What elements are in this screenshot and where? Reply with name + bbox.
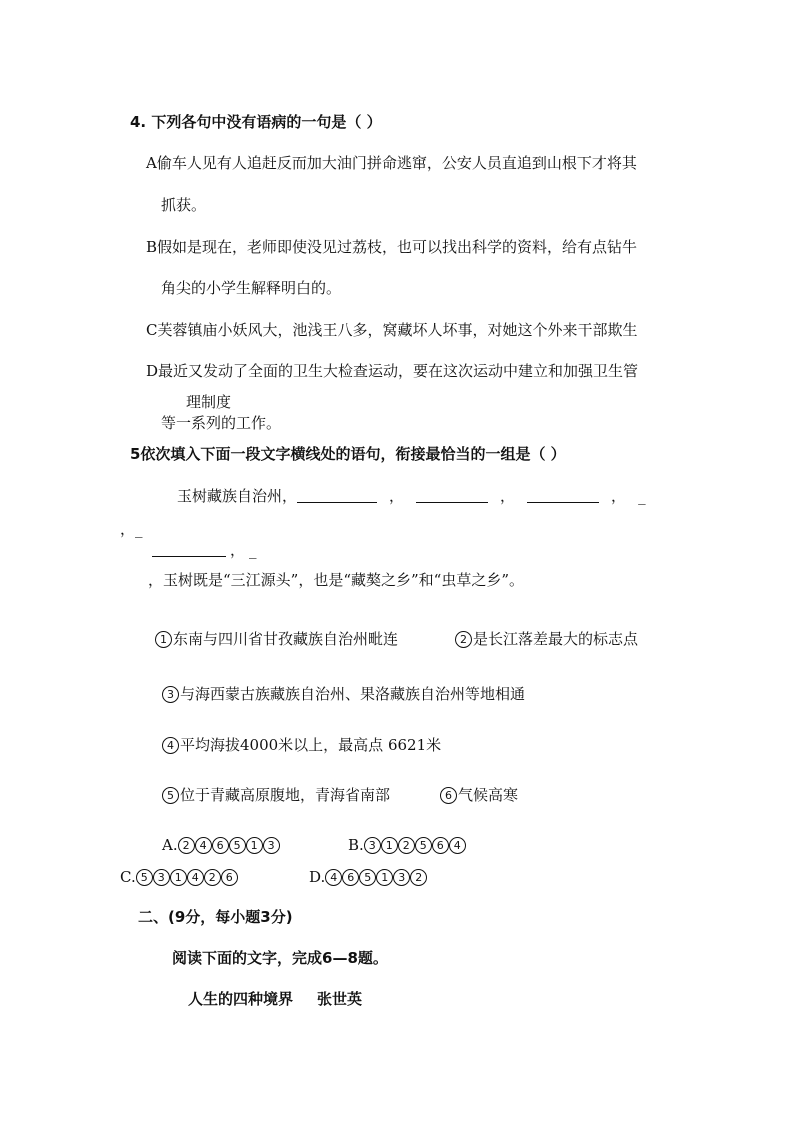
option-label: A.: [162, 836, 178, 854]
item-text: 位于青藏高原腹地，青海省南部: [180, 786, 391, 804]
circled-number: 4: [187, 869, 204, 886]
question-5-title: 5依次填入下面一段文字横线处的语句，衔接最恰当的一组是（ ）: [130, 445, 566, 463]
q5-passage-line2: [120, 520, 143, 538]
circled-number: 1: [381, 837, 398, 854]
q5-answer-b: [348, 836, 466, 854]
fill-blank-3: [527, 488, 599, 503]
circled-number: 6: [221, 869, 238, 886]
q5-passage-intro: 玉树藏族自治州，: [177, 487, 298, 505]
question-4-title: 4. 下列各句中没有语病的一句是（ ）: [130, 113, 382, 131]
circled-number: 1: [246, 837, 263, 854]
dash: _: [638, 487, 646, 505]
option-label: C.: [120, 868, 136, 886]
item-text: 东南与四川省甘孜藏族自治州毗连: [173, 630, 399, 648]
circled-number: 5: [359, 869, 376, 886]
article-title: 人生的四种境界: [188, 990, 294, 1008]
option-label: B.: [348, 836, 364, 854]
item-text: 平均海拔4000米以上，最高点 6621米: [180, 736, 442, 754]
circled-number: 5: [136, 869, 153, 886]
circled-number: 4: [325, 869, 342, 886]
circled-number: 2: [204, 869, 221, 886]
circled-number: 4: [162, 737, 179, 754]
q5-passage-line4: ，玉树既是“三江源头”，也是“藏獒之乡”和“虫草之乡”。: [148, 571, 525, 589]
q5-item-2: [455, 630, 638, 648]
circled-number: 1: [376, 869, 393, 886]
comma: ，: [230, 541, 246, 559]
q5-item-5: [162, 786, 390, 804]
q4-option-b-line1: B假如是现在，老师即使没见过荔枝，也可以找出科学的资料，给有点钻牛: [146, 238, 638, 256]
circled-number: 1: [155, 631, 172, 648]
q4-option-c: C芙蓉镇庙小妖风大，池浅王八多，窝藏坏人坏事，对她这个外来干部欺生: [146, 321, 638, 339]
q4-option-b-line2: 角尖的小学生解释明白的。: [161, 279, 342, 297]
item-text: 是长江落差最大的标志点: [473, 630, 639, 648]
comma: ，: [120, 520, 136, 538]
option-label: D.: [309, 868, 326, 886]
circled-number: 2: [455, 631, 472, 648]
circled-number: 3: [162, 686, 179, 703]
q5-item-3: [162, 685, 525, 703]
q5-item-6: [440, 786, 518, 804]
q4-option-a-line2: 抓获。: [161, 196, 207, 214]
circled-number: 2: [178, 837, 195, 854]
circled-number: 3: [393, 869, 410, 886]
q5-passage-line3: [152, 541, 257, 559]
q4-option-d-line2: 理制度: [186, 393, 232, 411]
circled-number: 5: [229, 837, 246, 854]
q5-item-4: [162, 736, 441, 754]
circled-number: 4: [449, 837, 466, 854]
circled-number: 1: [170, 869, 187, 886]
q5-answer-a: [162, 836, 280, 854]
q5-item-1: [155, 630, 398, 648]
circled-number: 2: [410, 869, 427, 886]
q4-option-a-line1: A偷车人见有人追赶反而加大油门拼命逃窜，公安人员直追到山根下才将其: [146, 154, 637, 172]
circled-number: 3: [153, 869, 170, 886]
article-title-line: [188, 990, 362, 1008]
circled-number: 3: [263, 837, 280, 854]
fill-blank-2: [416, 488, 488, 503]
circled-number: 2: [398, 837, 415, 854]
circled-number: 6: [342, 869, 359, 886]
circled-number: 5: [415, 837, 432, 854]
comma: ，: [500, 487, 516, 505]
section-2-instruction: 阅读下面的文字，完成6—8题。: [172, 949, 388, 967]
comma: ，: [389, 487, 405, 505]
circled-number: 6: [440, 787, 457, 804]
q4-option-d-line3: 等一系列的工作。: [161, 414, 282, 432]
q5-answer-d: [309, 868, 427, 886]
q5-passage-line1: [177, 487, 646, 505]
fill-blank-4: [152, 542, 226, 557]
circled-number: 3: [364, 837, 381, 854]
item-text: 与海西蒙古族藏族自治州、果洛藏族自治州等地相通: [180, 685, 526, 703]
circled-number: 5: [162, 787, 179, 804]
circled-number: 4: [195, 837, 212, 854]
q5-answer-c: [120, 868, 238, 886]
comma: ，: [611, 487, 627, 505]
section-2-heading: 二、(9分，每小题3分): [138, 908, 293, 926]
dash: _: [135, 520, 143, 538]
dash: _: [249, 541, 257, 559]
circled-number: 6: [212, 837, 229, 854]
fill-blank-1: [297, 488, 377, 503]
q4-option-d-line1: D最近又发动了全面的卫生大检查运动，要在这次运动中建立和加强卫生管: [146, 362, 639, 380]
circled-number: 6: [432, 837, 449, 854]
article-author: 张世英: [317, 990, 363, 1008]
item-text: 气候高寒: [458, 786, 519, 804]
